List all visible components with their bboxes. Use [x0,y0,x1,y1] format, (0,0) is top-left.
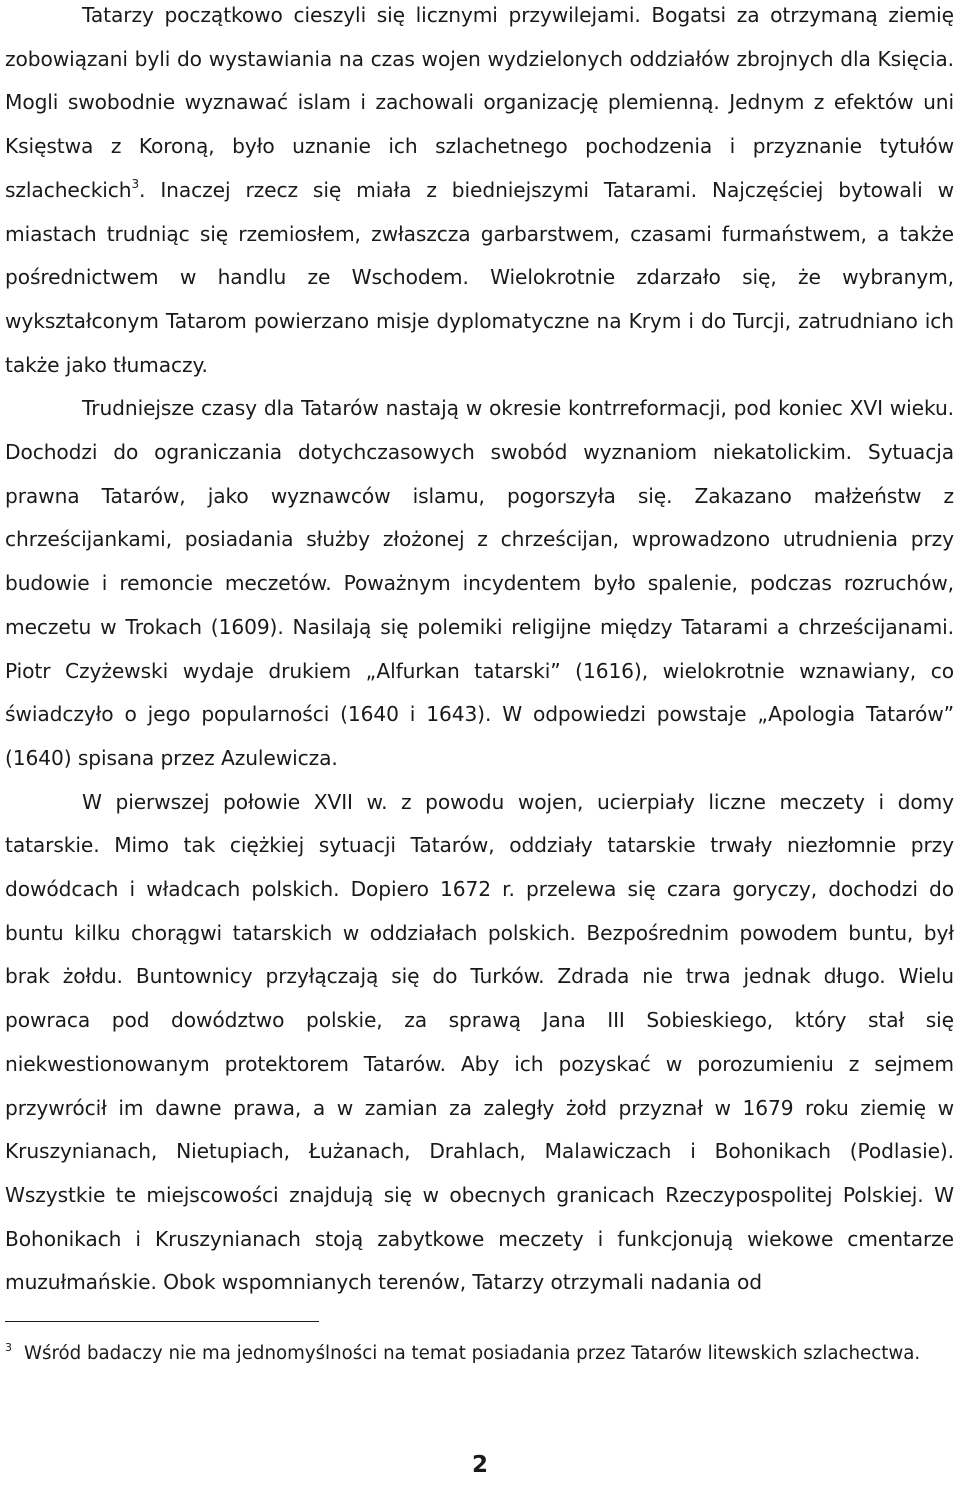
paragraph-text: . Inaczej rzecz się miała z biedniejszymi Tatarami. Najczęściej bytowali w miastach trudniąc się rzemiosłem, zwłaszcza garbarstwem, czasami furmaństwem, a także pośrednictwem w handlu ze Wschodem. Wielokrotnie zdarzało się, że wybranym, wykształconym Tatarom powierzano misje dyplomatyczne na Krym i do Turcji, zatrudniano ich także jako tłumaczy. [5,177,954,377]
footnote [5,1334,954,1374]
page-number: 2 [471,1452,488,1478]
paragraph-tatar-privileges [5,0,954,387]
document-body [5,0,954,1305]
footnote-reference: 3 [131,176,140,191]
paragraph-seventeenth-century: W pierwszej połowie XVII w. z powodu wojen, ucierpiały liczne meczety i domy tatarskie. Mimo tak ciężkiej sytuacji Tatarów, oddziały tatarskie trwały niezłomnie przy dowódcach i władcach polskich. Dopiero 1672 r. przelewa się czara goryczy, dochodzi do buntu kilku chorągwi tatarskich w oddziałach polskich. Bezpośrednim powodem buntu, był brak żołdu. Buntownicy przyłączają się do Turków. Zdrada nie trwa jednak długo. Wielu powraca pod dowództwo polskie, za sprawą Jana III Sobieskiego, który stał się niekwestionowanym protektorem Tatarów. Aby ich pozyskać w porozumieniu z sejmem przywrócił im dawne prawa, a w zamian za zaległy żołd przyznał w 1679 roku ziemię w Kruszynianach, Nietupiach, Łużanach, Drahlach, Malawiczach i Bohonikach (Podlasie). Wszystkie te miejscowości znajdują się w obecnych granicach Rzeczypospolitej Polskiej. W Bohonikach i Kruszynianach stoją zabytkowe meczety i funkcjonują wiekowe cmentarze muzułmańskie. Obok wspomnianych terenów, Tatarzy otrzymali nadania od [5,789,954,1295]
footnote-separator [5,1321,319,1322]
footnote-number: 3 [5,1341,12,1354]
footnote-text: Wśród badaczy nie ma jednomyślności na temat posiadania przez Tatarów litewskich szlachectwa. [24,1343,921,1364]
paragraph-text: Tatarzy początkowo cieszyli się licznymi przywilejami. Bogatsi za otrzymaną ziemię zobowiązani byli do wystawiania na czas wojen wydzielonych oddziałów zbrojnych dla Księcia. Mogli swobodnie wyznawać islam i zachowali organizację plemienną. Jednym z efektów uni Księstwa z Koroną, było uznanie ich szlachetnego pochodzenia i przyznanie tytułów szlacheckich [5,3,954,202]
paragraph-counter-reformation: Trudniejsze czasy dla Tatarów nastają w okresie kontrreformacji, pod koniec XVI wieku. Dochodzi do ograniczania dotychczasowych swobód wyznaniom niekatolickim. Sytuacja prawna Tatarów, jako wyznawców islamu, pogorszyła się. Zakazano małżeństw z chrześcijankami, posiadania służby złożonej z chrześcijan, wprowadzono utrudnienia przy budowie i remoncie meczetów. Poważnym incydentem było spalenie, podczas rozruchów, meczetu w Trokach (1609). Nasilają się polemiki religijne między Tatarami a chrześcijanami. Piotr Czyżewski wydaje drukiem „Alfurkan tatarski” (1616), wielokrotnie wznawiany, co świadczyło o jego popularności (1640 i 1643). W odpowiedzi powstaje „Apologia Tatarów” (1640) spisana przez Azulewicza. [5,396,954,770]
